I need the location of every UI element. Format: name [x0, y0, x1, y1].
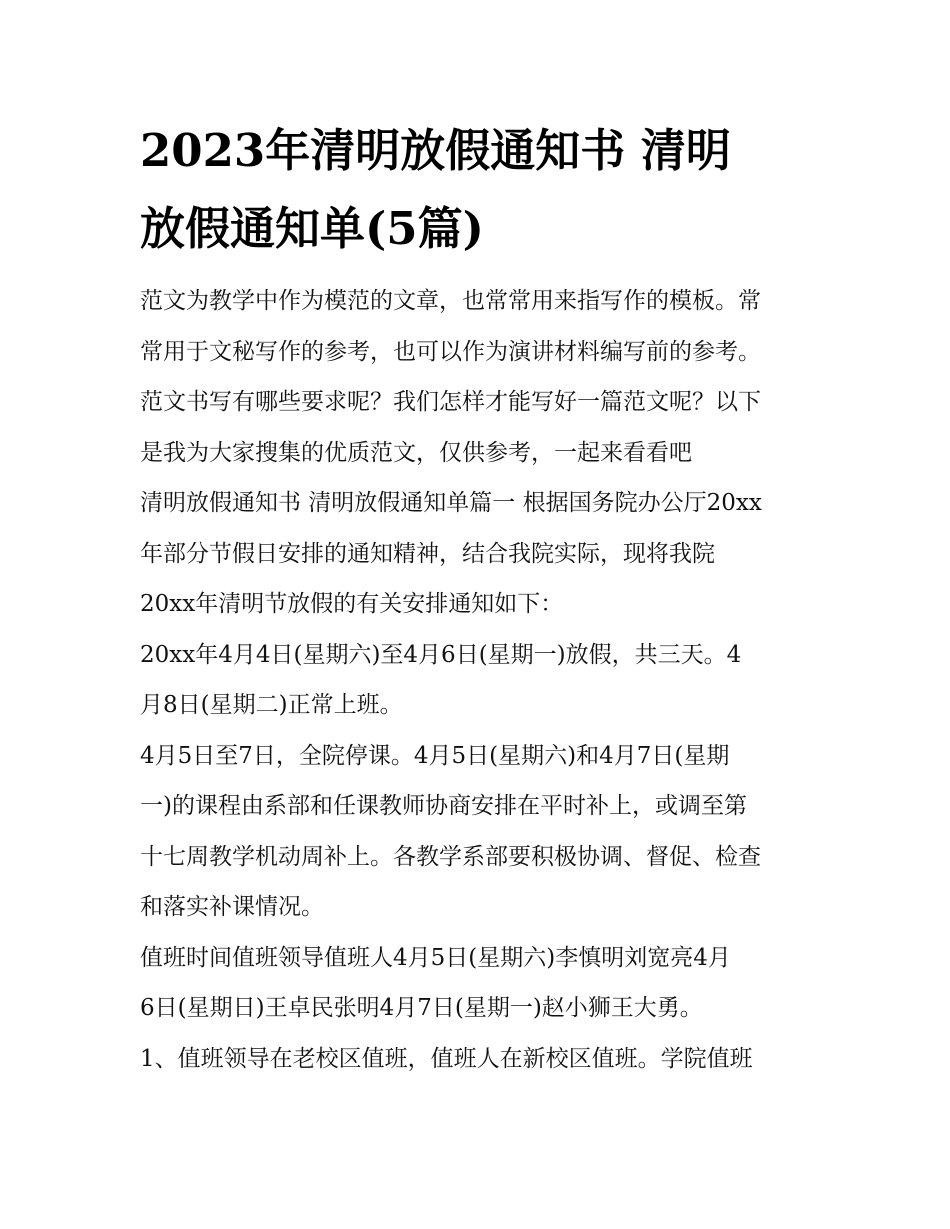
body-line: 一)的课程由系部和任课教师协商安排在平时补上，或调至第 [140, 793, 747, 819]
body-line: 和落实补课情况。 [140, 894, 324, 920]
document-title [140, 112, 820, 268]
body-line: 常用于文秘写作的参考，也可以作为演讲材料编写前的参考。 [140, 338, 761, 365]
body-line: 范文为教学中作为模范的文章，也常常用来指写作的模板。常 [140, 288, 761, 314]
body-line: 4月5日至7日，全院停课。4月5日(星期六)和4月7日(星期 [140, 742, 730, 769]
body-line: 年部分节假日安排的通知精神，结合我院实际，现将我院 [140, 540, 715, 567]
body-line: 十七周教学机动周补上。各教学系部要积极协调、督促、检查 [140, 843, 761, 870]
body-line: 20xx年清明节放假的有关安排通知如下： [140, 591, 564, 617]
title-line-1: 2023年清明放假通知书 清明 [140, 124, 731, 177]
body-line: 是我为大家搜集的优质范文，仅供参考，一起来看看吧 [140, 439, 692, 466]
body-line: 清明放假通知书 清明放假通知单篇一 根据国务院办公厅20xx [140, 490, 762, 516]
body-line: 1、值班领导在老校区值班，值班人在新校区值班。学院值班 [140, 1045, 753, 1072]
body-line: 20xx年4月4日(星期六)至4月6日(星期一)放假，共三天。4 [140, 641, 742, 668]
body-line: 范文书写有哪些要求呢？我们怎样才能写好一篇范文呢？以下 [140, 389, 761, 415]
document-body [140, 276, 820, 1084]
body-line: 值班时间值班领导值班人4月5日(星期六)李慎明刘宽亮4月 [140, 944, 731, 971]
body-line: 6日(星期日)王卓民张明4月7日(星期一)赵小狮王大勇。 [140, 995, 703, 1021]
title-line-2: 放假通知单(5篇) [140, 202, 484, 255]
body-line: 月8日(星期二)正常上班。 [140, 692, 403, 718]
